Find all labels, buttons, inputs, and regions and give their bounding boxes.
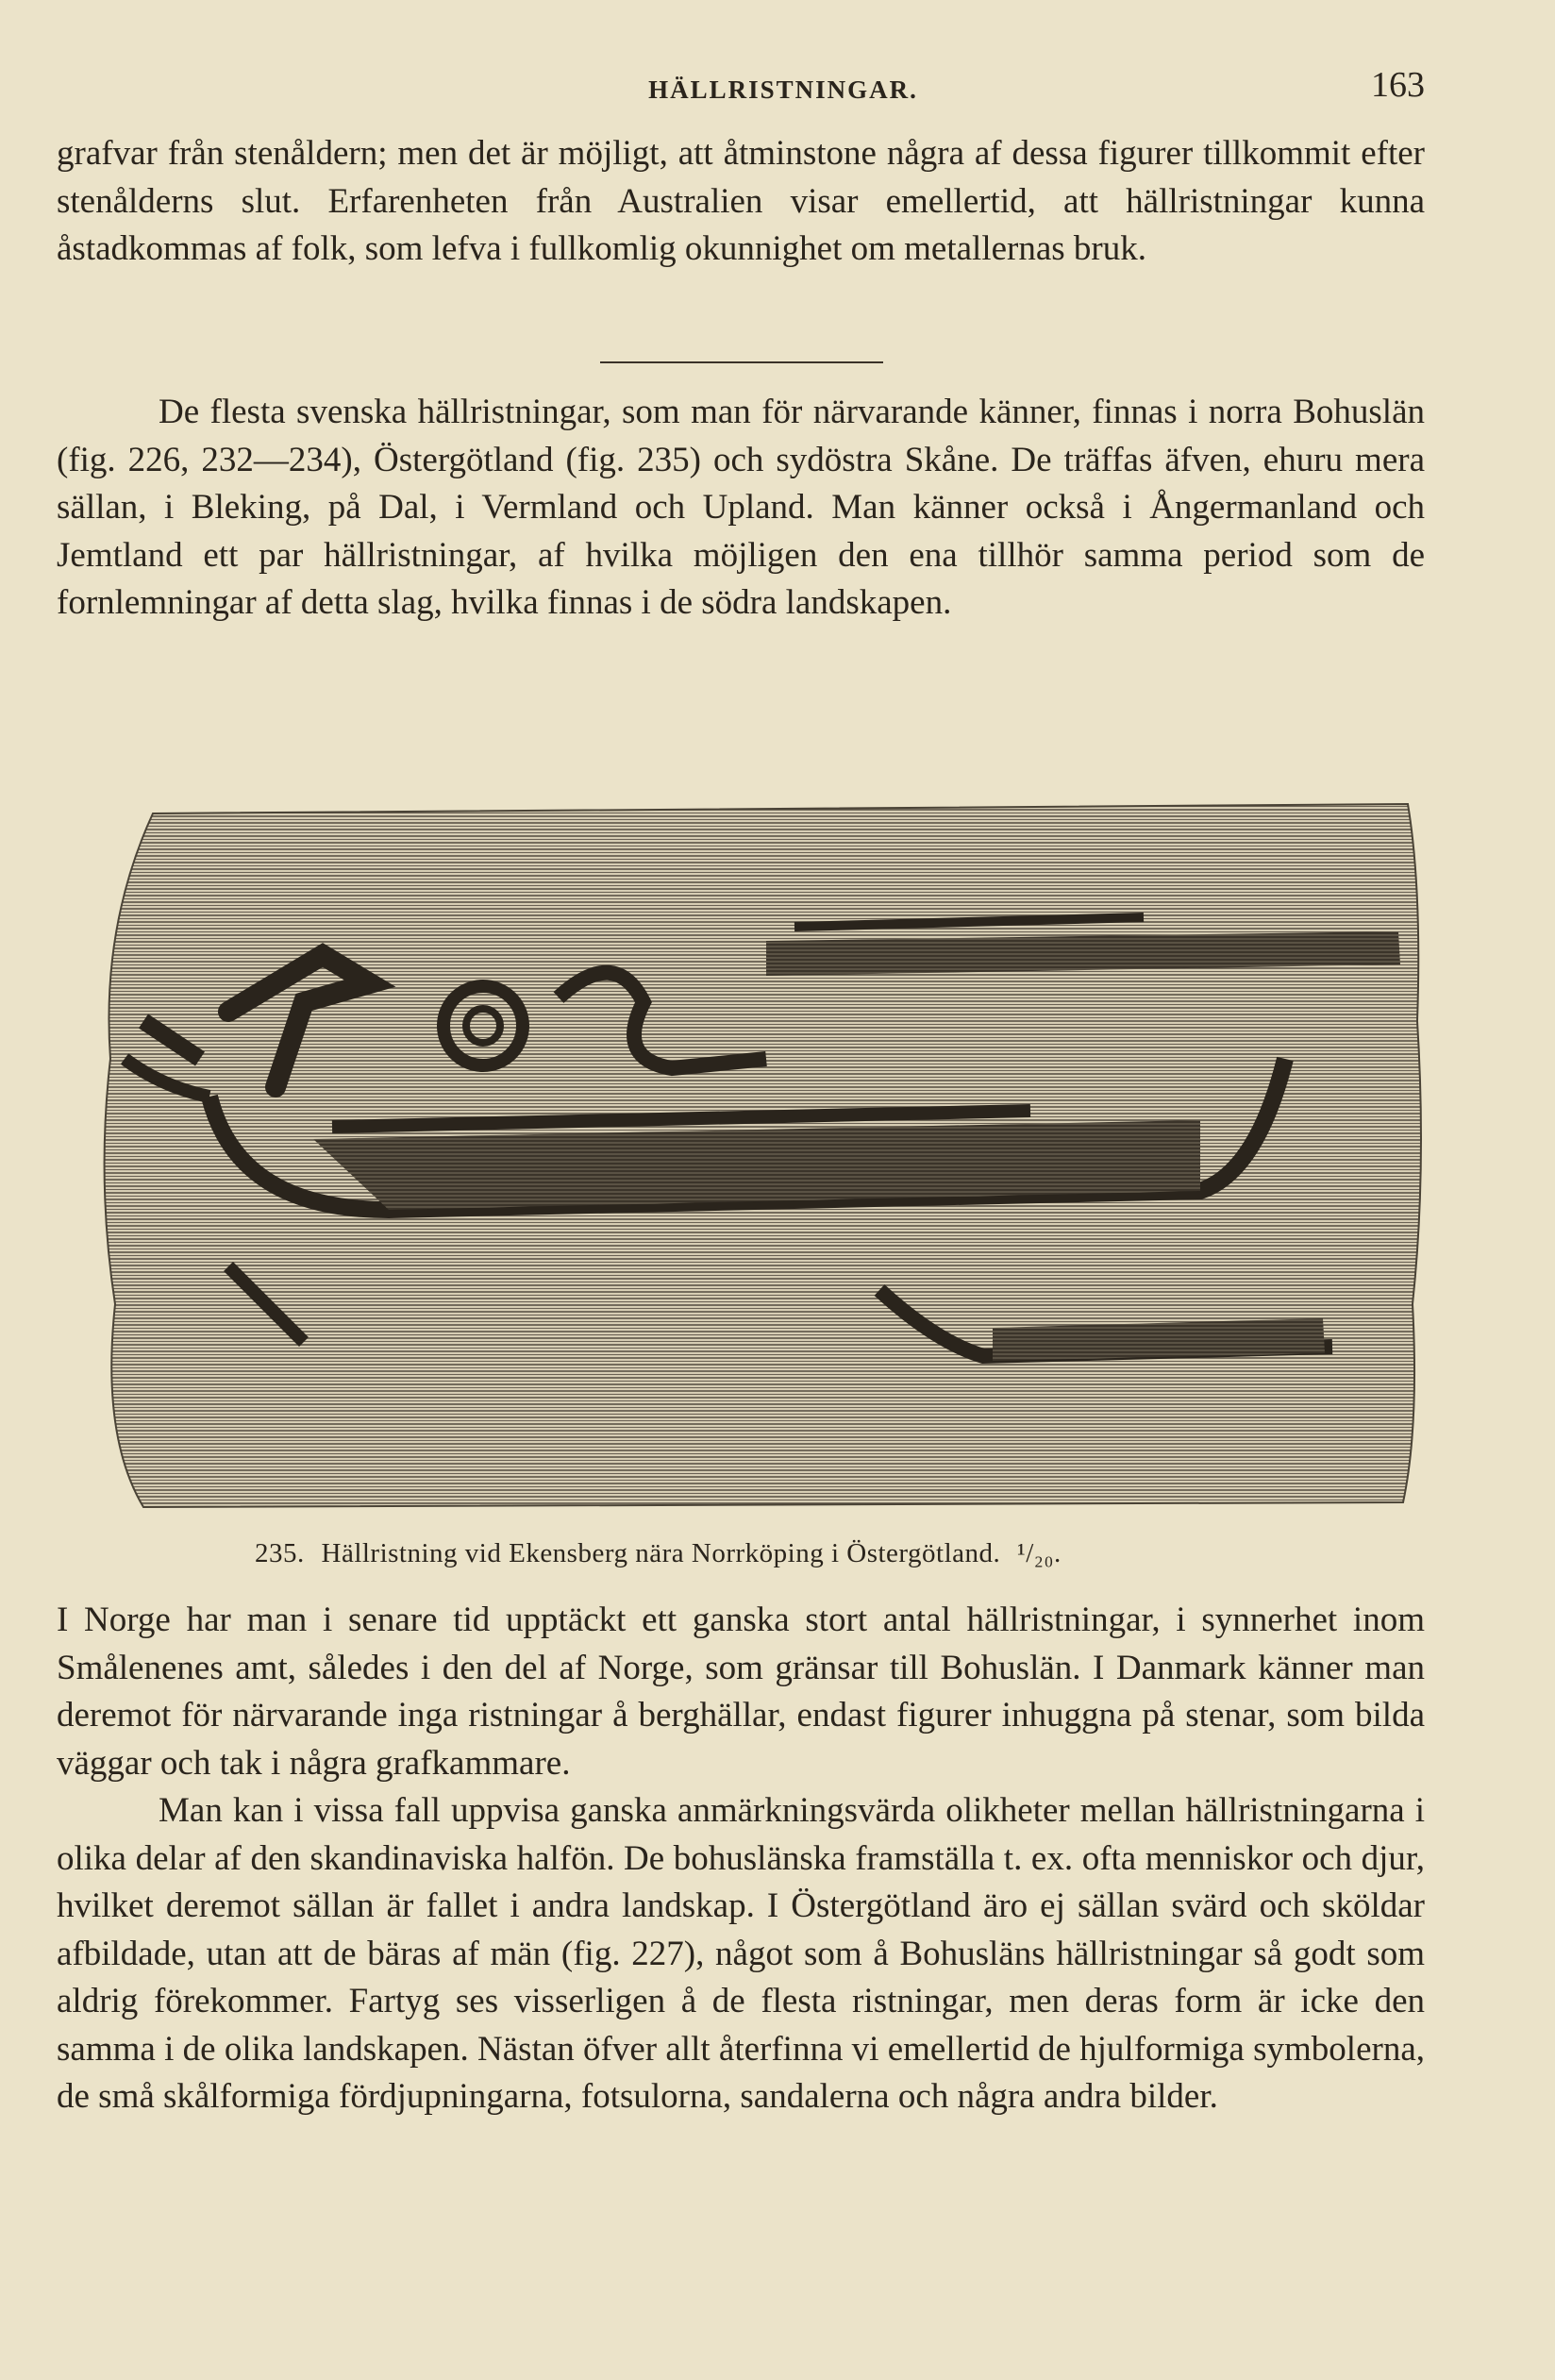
text-block-2	[57, 389, 1425, 628]
section-divider	[600, 361, 883, 363]
rock-carving-figure	[87, 776, 1427, 1521]
paragraph-1: grafvar från stenåldern; men det är möjligt, att åtminstone några af dessa figurer tillkommit efter stenålderns slut. Erfarenheten från Australien visar emellertid, att hällristningar kunna åstadkommas af folk, som lefva i fullkomlig okunnighet om metallernas bruk.	[57, 134, 1425, 268]
rock-carving-illustration	[87, 776, 1427, 1521]
paragraph-4: Man kan i vissa fall uppvisa ganska anmärkningsvärda olikheter mellan hällristningarna i olika delar af den skandinaviska halfön. De bohuslänska framställa t. ex. ofta menniskor och djur, hvilket deremot sällan är fallet i andra landskap. I Östergötland äro ej sällan svärd och sköldar afbildade, utan att de bäras af män (fig. 227), något som å Bohusläns hällristningar så godt som aldrig förekommer. Fartyg ses visserligen å de flesta ristningar, men deras form är icke den samma i de olika landskapen. Nästan öfver allt återfinna vi emellertid de hjulformiga symbolerna, de små skålformiga fördjupningarna, fotsulorna, sandalerna och några andra bilder.	[57, 1791, 1425, 2116]
running-title: HÄLLRISTNINGAR.	[648, 75, 918, 104]
page-number: 163	[1371, 65, 1425, 105]
running-head	[57, 62, 1425, 109]
figure-caption-text: Hällristning vid Ekensberg nära Norrköping i Östergötland.	[321, 1538, 1001, 1568]
figure-scale: ¹/₂₀.	[1017, 1538, 1062, 1568]
text-block-1	[57, 130, 1425, 274]
figure-number: 235.	[255, 1538, 305, 1568]
text-block-3	[57, 1597, 1425, 2121]
paragraph-2: De flesta svenska hällristningar, som man för närvarande känner, finnas i norra Bohuslän (fig. 226, 232—234), Östergötland (fig. 235) och sydöstra Skåne. De träffas äfven, ehuru mera sällan, i Bleking, på Dal, i Vermland och Upland. Man känner också i Ångermanland och Jemtland ett par hällristningar, af hvilka möjligen den ena tillhör samma period som de fornlemningar af detta slag, hvilka finnas i de södra landskapen.	[57, 393, 1425, 622]
paragraph-3: I Norge har man i senare tid upptäckt ett ganska stort antal hällristningar, i synnerhet inom Smålenenes amt, således i den del af Norge, som gränsar till Bohuslän. I Danmark känner man deremot för närvarande inga ristningar å berghällar, endast figurer inhuggna på stenar, som bilda väggar och tak i några grafkammare.	[57, 1601, 1425, 1783]
figure-caption	[255, 1538, 1293, 1569]
